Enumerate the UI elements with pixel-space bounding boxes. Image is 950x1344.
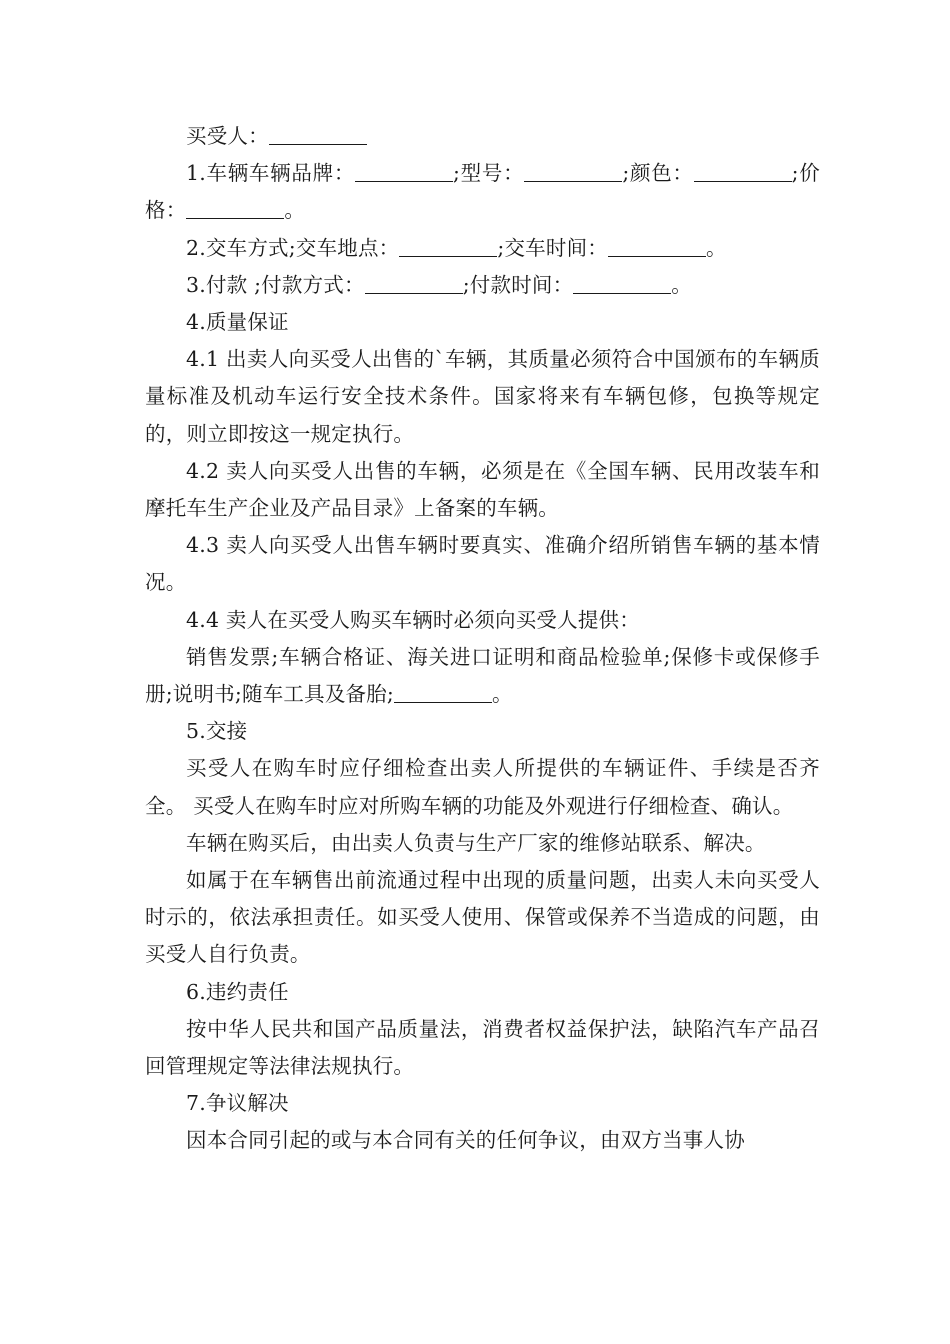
clause-5-paragraph-1: 买受人在购车时应仔细检查出卖人所提供的车辆证件、手续是否齐全。 买受人在购车时应对所购车辆的功能及外观进行仔细检查、确认。	[145, 756, 820, 818]
documents-list: 销售发票;车辆合格证、海关进口证明和商品检验单;保修卡或保修手册;说明书;随车工具及备胎;	[145, 644, 820, 707]
clause-3-payment	[145, 267, 820, 304]
clause-3-end: 。	[671, 272, 692, 297]
clause-4-1-text: 4.1 出卖人向买受人出售的`车辆，其质量必须符合中国颁布的车辆质量标准及机动车运行安全技术条件。国家将来有车辆包修，包换等规定的，则立即按这一规定执行。	[145, 347, 820, 446]
payment-method-label: 3.付款 ;付款方式：	[186, 272, 365, 297]
color-blank[interactable]	[694, 160, 792, 183]
payment-time-label: ;付款时间：	[462, 272, 574, 297]
clause-2-delivery	[145, 230, 820, 267]
brand-label: 1.车辆车辆品牌：	[186, 161, 356, 186]
model-label: ;型号：	[453, 161, 525, 186]
clause-7-heading: 7.争议解决	[186, 1091, 289, 1116]
clause-5-paragraph-2: 车辆在购买后，由出卖人负责与生产厂家的维修站联系、解决。	[186, 830, 766, 855]
delivery-time-label: ;交车时间：	[497, 235, 608, 260]
brand-blank[interactable]	[355, 160, 453, 183]
clause-4-4-text: 4.4 卖人在买受人购买车辆时必须向买受人提供：	[186, 607, 640, 632]
delivery-place-blank[interactable]	[399, 234, 497, 257]
model-blank[interactable]	[524, 160, 622, 183]
clause-4-4-list	[145, 639, 820, 713]
payment-method-blank[interactable]	[365, 271, 463, 294]
clause-7-paragraph-1: 因本合同引起的或与本合同有关的任何争议，由双方当事人协	[186, 1128, 745, 1153]
clause-2-end: 。	[705, 235, 727, 260]
delivery-time-blank[interactable]	[608, 234, 706, 257]
clause-6-paragraph-1: 按中华人民共和国产品质量法，消费者权益保护法，缺陷汽车产品召回管理规定等法律法规执行。	[145, 1016, 820, 1079]
delivery-place-label: 2.交车方式;交车地点：	[186, 235, 400, 260]
clause-6-heading: 6.违约责任	[186, 979, 289, 1004]
clause-4-3-text: 4.3 卖人向买受人出售车辆时要真实、准确介绍所销售车辆的基本情况。	[145, 533, 820, 595]
clause-4-2-text: 4.2 卖人向买受人出售的车辆，必须是在《全国车辆、民用改装车和摩托车生产企业及产品目录》上备案的车辆。	[145, 458, 820, 521]
other-documents-blank[interactable]	[394, 681, 492, 704]
clause-1-end: 。	[284, 198, 306, 223]
price-label: ;价格：	[145, 161, 821, 223]
buyer-label: 买受人：	[186, 124, 269, 148]
clause-1-vehicle-info	[145, 155, 820, 229]
clause-4-4-end: 。	[492, 682, 513, 707]
clause-5-heading: 5.交接	[186, 719, 248, 744]
clause-4-heading: 4.质量保证	[186, 310, 289, 335]
contract-body	[145, 118, 820, 1160]
payment-time-blank[interactable]	[573, 271, 671, 294]
price-blank[interactable]	[186, 197, 284, 220]
buyer-line	[145, 118, 820, 155]
color-label: ;颜色：	[622, 161, 694, 186]
buyer-blank[interactable]	[269, 123, 367, 146]
clause-5-paragraph-3: 如属于在车辆售出前流通过程中出现的质量问题，出卖人未向买受人时示的，依法承担责任。如买受人使用、保管或保养不当造成的问题，由买受人自行负责。	[145, 868, 820, 967]
